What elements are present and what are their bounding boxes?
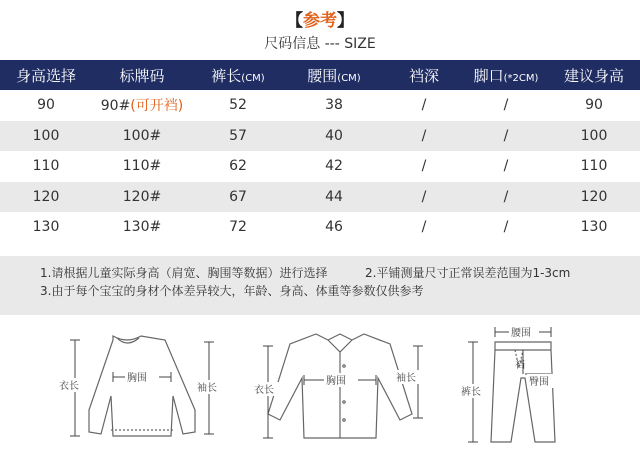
cell-tag: 90#(可开裆)	[100, 98, 184, 115]
cell-length: 67	[192, 182, 284, 213]
cell-suggest: 120	[548, 182, 640, 213]
col-length: 裤长(CM)	[192, 60, 284, 90]
cell-suggest: 90	[585, 97, 603, 114]
shirt-diagram	[250, 322, 430, 452]
col-tag: 标牌码	[92, 60, 192, 90]
cell-waist: 46	[325, 219, 343, 236]
sweater-sleeve-label: 袖长	[197, 383, 217, 394]
pants-waist-label: 腰围	[511, 328, 531, 339]
col-suggest: 建议身高	[548, 60, 640, 90]
cell-waist: 42	[325, 158, 343, 175]
note-3: 3.由于每个宝宝的身材个体差异较大，年龄、身高、体重等参数仅供参考	[40, 284, 424, 298]
cell-waist: 44	[284, 182, 384, 213]
col-crotch: 裆深	[384, 60, 464, 90]
cell-height: 110	[32, 158, 60, 175]
page-title: 【参考】	[286, 11, 354, 31]
col-waist: 腰围(CM)	[284, 60, 384, 90]
cell-height: 120	[0, 182, 92, 213]
cell-tag: 110#	[122, 158, 162, 175]
shirt-dims	[263, 346, 423, 438]
cell-length: 52	[229, 97, 247, 114]
page-subtitle: 尺码信息 --- SIZE	[264, 36, 376, 52]
cell-crotch: /	[421, 97, 427, 114]
cell-length: 62	[229, 158, 247, 175]
shirt-length-label: 衣长	[254, 385, 274, 396]
table-row	[0, 182, 640, 213]
cell-waist: 40	[284, 121, 384, 152]
note-2: 2.平铺测量尺寸正常误差范围为1-3cm	[365, 266, 571, 280]
sweater-length-label: 衣长	[59, 381, 79, 392]
sweater-dims	[70, 340, 214, 436]
size-table	[0, 60, 640, 243]
open-crotch-note: (可开裆)	[130, 98, 184, 115]
col-height: 身高选择	[0, 60, 92, 90]
shirt-sleeve-label: 袖长	[396, 373, 416, 384]
cell-length: 72	[229, 219, 247, 236]
pants-crotch-label: 裆	[515, 360, 525, 371]
pants-diagram	[455, 322, 575, 452]
col-hem: 脚口(*2CM)	[464, 60, 548, 90]
cell-suggest: 100	[548, 121, 640, 152]
cell-length: 57	[192, 121, 284, 152]
cell-waist: 38	[325, 97, 343, 114]
cell-hem: /	[503, 97, 509, 114]
cell-suggest: 130	[580, 219, 608, 236]
sweater-icon	[89, 336, 195, 436]
sweater-chest-label: 胸围	[127, 373, 147, 384]
cell-height: 130	[32, 219, 60, 236]
table-header-row	[0, 60, 640, 90]
cell-crotch: /	[384, 182, 464, 213]
note-1: 1.请根据儿童实际身高（肩宽、胸围等数据）进行选择	[40, 266, 328, 280]
cell-crotch: /	[384, 121, 464, 152]
table-row	[0, 212, 640, 243]
pants-length-label: 裤长	[461, 387, 481, 398]
table-row	[0, 121, 640, 152]
cell-crotch: /	[421, 219, 427, 236]
cell-tag: 100#	[92, 121, 192, 152]
cell-tag: 130#	[122, 219, 162, 236]
cell-suggest: 110	[580, 158, 608, 175]
cell-tag: 120#	[92, 182, 192, 213]
cell-height: 90	[37, 97, 55, 114]
shirt-chest-label: 胸围	[326, 376, 346, 387]
cell-hem: /	[464, 182, 548, 213]
sweater-diagram	[55, 322, 230, 452]
table-row	[0, 90, 640, 121]
cell-hem: /	[503, 158, 509, 175]
notes-panel	[0, 256, 640, 315]
cell-hem: /	[464, 121, 548, 152]
cell-height: 100	[0, 121, 92, 152]
cell-crotch: /	[421, 158, 427, 175]
pants-hip-label: 臀围	[529, 377, 549, 388]
table-row	[0, 151, 640, 182]
cell-hem: /	[503, 219, 509, 236]
